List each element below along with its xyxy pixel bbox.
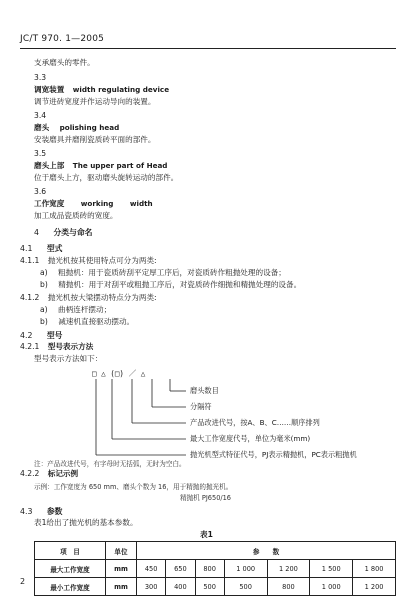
item-text: 减速机直接驱动摆动。 [58, 317, 135, 326]
section-4-3-heading [20, 506, 62, 517]
clause-4-2-2 [20, 469, 78, 479]
row-label: 最大工作宽度 [35, 560, 106, 578]
table-cell: 1 500 [310, 560, 353, 578]
table-row [35, 560, 396, 578]
table-header-row [35, 542, 396, 560]
clause-3-4-number: 3.4 [34, 111, 47, 120]
clause-4-2-1-intro: 型号表示方法如下： [34, 354, 103, 363]
label-improvement-code: 产品改进代号，按A、B、C……顺序排列 [190, 418, 320, 427]
table-cell: 800 [195, 560, 224, 578]
header-unit: 单位 [106, 542, 137, 560]
row-label: 最小工作宽度 [35, 578, 106, 596]
label-width-code: 最大工作宽度代号，单位为毫米(mm) [190, 434, 311, 443]
table-cell: 650 [166, 560, 195, 578]
table-cell: 1 200 [353, 578, 396, 596]
item-mark: a) [40, 268, 48, 277]
item-mark: b) [40, 280, 48, 289]
header-item: 项 目 [35, 542, 106, 560]
section-4-3-intro: 表1给出了抛光机的基本参数。 [34, 518, 138, 527]
section-4-3-title: 参数 [46, 507, 63, 516]
clause-3-3-english: width regulating device [72, 85, 170, 94]
clause-3-4-definition: 安装磨具并磨削瓷质砖平面的部件。 [34, 135, 156, 144]
clause-4-2-1-title: 型号表示方法 [47, 342, 94, 351]
header-params: 参 数 [137, 542, 396, 560]
item-mark: a) [40, 305, 48, 314]
section-4-3-number: 4.3 [20, 507, 33, 516]
clause-3-6-english-2: width [129, 199, 153, 208]
clause-4-1-1-text: 抛光机按其使用特点可分为两类: [47, 256, 157, 265]
clause-3-5-number: 3.5 [34, 149, 47, 158]
clause-3-3-term: 调宽装置 [34, 85, 65, 94]
item-text: 曲柄连杆摆动； [58, 305, 112, 314]
page-number: 2 [20, 577, 26, 586]
table-cell: 500 [224, 578, 267, 596]
label-separator: 分隔符 [190, 402, 212, 411]
clause-4-1-2-number: 4.1.2 [20, 293, 40, 302]
section-4-2-number: 4.2 [20, 331, 33, 340]
table-cell: 1 200 [267, 560, 310, 578]
clause-3-6-definition: 加工成品瓷质砖的宽度。 [34, 211, 118, 220]
table-1 [34, 541, 396, 596]
diagram-note: 注：产品改进代号，有字母时无括弧，无时为空白。 [34, 460, 186, 468]
table-row [35, 578, 396, 596]
label-type-code: 抛光机型式特征代号，PJ表示精抛机，PC表示粗抛机 [190, 450, 357, 459]
table-cell: 400 [166, 578, 195, 596]
clause-3-6-term: 工作宽度 [34, 199, 65, 208]
clause-3-5-definition: 位于磨头上方，驱动磨头旋转运动的部件。 [34, 173, 179, 182]
clause-3-4-english: polishing head [59, 123, 120, 132]
row-unit: mm [106, 578, 137, 596]
section-4-number: 4 [34, 228, 39, 237]
row-unit: mm [106, 560, 137, 578]
section-4-title: 分类与命名 [53, 228, 93, 237]
marking-example: 示例：工作宽度为 650 mm、磨头个数为 16，用于精抛的抛光机。 [34, 483, 233, 491]
intro-line: 支承磨头的零件。 [34, 58, 95, 67]
clause-3-3-definition: 调节进砖宽度并作运动导向的装置。 [34, 97, 156, 106]
marking-result: 精抛机 PJ650/16 [180, 494, 231, 502]
clause-4-1-1-number: 4.1.1 [20, 256, 40, 265]
table-cell: 300 [137, 578, 166, 596]
section-4-2-title: 型号 [46, 331, 63, 340]
table-cell: 450 [137, 560, 166, 578]
item-text: 精抛机：用于对刮平或粗抛工序后，对瓷质砖作细抛和精抛处理的设备。 [58, 280, 302, 289]
standard-number-header: JC/T 970. 1—2005 [20, 34, 105, 44]
table-cell: 1 800 [353, 560, 396, 578]
clause-4-2-2-title: 标记示例 [47, 469, 79, 478]
clause-4-2-2-number: 4.2.2 [20, 469, 40, 478]
table-cell: 800 [267, 578, 310, 596]
clause-3-5-english: The upper part of Head [72, 161, 168, 170]
table-cell: 500 [195, 578, 224, 596]
clause-3-6-number: 3.6 [34, 187, 47, 196]
clause-4-2-1-number: 4.2.1 [20, 342, 40, 351]
clause-3-6-english: working [80, 199, 114, 208]
label-head-count: 磨头数目 [190, 386, 219, 395]
clause-3-3-number: 3.3 [34, 73, 47, 82]
item-text: 粗抛机：用于瓷质砖刮平定厚工序后，对瓷质砖作粗抛处理的设备； [58, 268, 286, 277]
section-4-1-number: 4.1 [20, 244, 33, 253]
model-code-pattern: □ △ (□) ／ △ [92, 369, 146, 378]
table-cell: 1 000 [310, 578, 353, 596]
section-4-1-title: 型式 [46, 244, 63, 253]
clause-3-4-term: 磨头 [34, 123, 50, 132]
item-mark: b) [40, 317, 48, 326]
clause-4-1-2-text: 抛光机按大梁摆动特点分为两类: [47, 293, 157, 302]
clause-3-5-term: 磨头上部 [34, 161, 65, 170]
table-1-caption: 表1 [200, 530, 213, 539]
table-cell: 1 000 [224, 560, 267, 578]
